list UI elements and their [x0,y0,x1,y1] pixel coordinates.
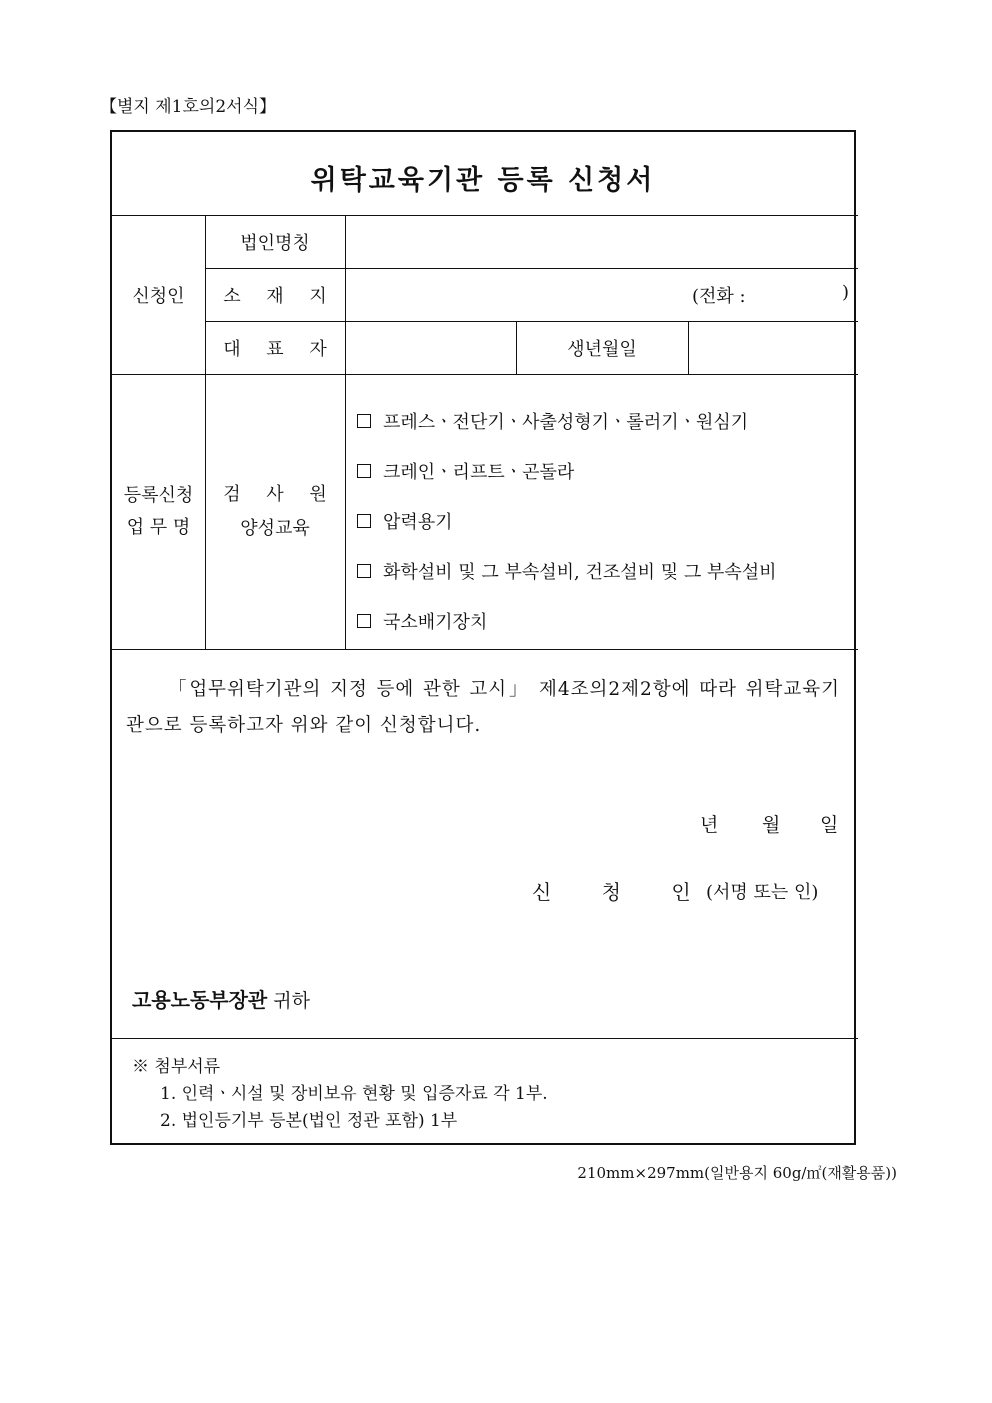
address-label: 소 재 지 [223,285,337,307]
divider [112,1038,858,1039]
form-title: 위탁교육기관 등록 신청서 [310,165,656,196]
rep-label: 대 표 자 [223,338,337,360]
sign-note: (서명 또는 인) [706,882,819,903]
option-item[interactable] [357,596,777,646]
checkbox-icon[interactable] [357,614,371,628]
attachments [132,1054,548,1135]
date-day: 일 [820,814,839,836]
date-year: 년 [700,814,719,836]
checkbox-icon[interactable] [357,464,371,478]
checkbox-icon[interactable] [357,414,371,428]
birth-field[interactable] [689,322,858,374]
application-form [110,130,856,1145]
business-header-line2: 업 무 명 [126,516,191,538]
recipient-suffix: 귀하 [273,990,311,1012]
address-field[interactable] [346,269,858,321]
business-sub-line2: 양성교육 [240,517,310,539]
option-item[interactable] [357,546,777,596]
attachment-label: 【별지 제1호의2서식】 [100,97,276,117]
business-options [357,396,777,646]
phone-label: (전화 : [692,286,746,307]
option-label: 크레인ㆍ리프트ㆍ곤돌라 [383,462,575,483]
paper-spec: 210mm×297mm(일반용지 60g/㎡(재활용품)) [577,1164,897,1182]
attachment-item: 1. 인력ㆍ시설 및 장비보유 현황 및 입증자료 각 1부. [160,1084,548,1104]
business-header [112,374,205,649]
date-month: 월 [762,814,781,836]
business-header-line1: 등록신청 [123,484,194,506]
declaration-text: 「업무위탁기관의 지정 등에 관한 고시」 제4조의2제2항에 따라 위탁교육기관으로 등록하고자 위와 같이 신청합니다. [126,679,840,736]
option-label: 화학설비 및 그 부속설비, 건조설비 및 그 부속설비 [383,562,777,583]
checkbox-icon[interactable] [357,514,371,528]
recipient [132,984,310,1013]
phone-close: ) [842,282,850,303]
recipient-name: 고용노동부장관 [132,988,268,1012]
option-label: 압력용기 [383,512,453,533]
option-item[interactable] [357,396,777,446]
option-label: 프레스ㆍ전단기ㆍ사출성형기ㆍ롤러기ㆍ원심기 [383,412,749,433]
applicant-label: 신 청 인 [532,880,713,904]
attachments-title: ※ 첨부서류 [132,1057,221,1077]
option-label: 국소배기장치 [383,612,488,633]
business-sub [205,374,345,649]
birth-label: 생년월일 [567,338,637,360]
corp-name-field[interactable] [346,216,858,268]
divider [112,649,858,650]
applicant-header: 신청인 [132,285,185,307]
business-sub-line1: 검 사 원 [223,483,337,505]
option-item[interactable] [357,496,777,546]
rep-field[interactable] [346,322,516,374]
option-item[interactable] [357,446,777,496]
checkbox-icon[interactable] [357,564,371,578]
corp-name-label: 법인명칭 [240,232,310,254]
attachment-item: 2. 법인등기부 등본(법인 정관 포함) 1부 [160,1111,458,1131]
